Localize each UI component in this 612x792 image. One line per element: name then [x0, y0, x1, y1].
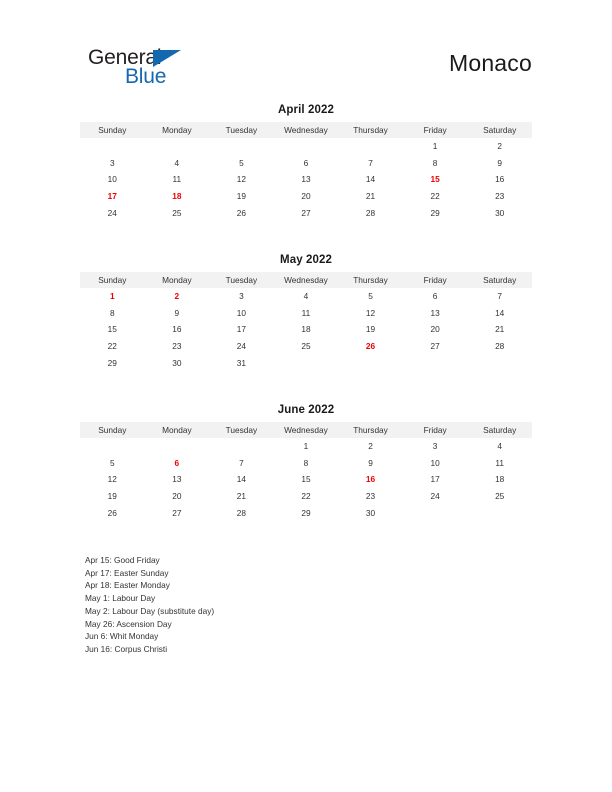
calendar-day[interactable]: 7 [368, 157, 373, 168]
weekday-header-monday: Monday [145, 422, 210, 438]
calendar-day[interactable]: 3 [239, 291, 244, 302]
calendar-day[interactable]: 18 [495, 474, 505, 485]
calendar-day[interactable]: 21 [365, 191, 376, 202]
calendar-day-holiday[interactable]: 17 [107, 191, 117, 202]
weekday-header-row [80, 122, 532, 138]
calendar-day[interactable]: 14 [236, 474, 247, 485]
calendar-day-empty [145, 138, 210, 155]
month-days-body [80, 438, 532, 521]
calendar-day-empty [338, 354, 403, 371]
calendar-week-row [80, 471, 532, 488]
general-blue-logo [88, 46, 288, 94]
calendar-day[interactable]: 1 [303, 441, 309, 452]
weekday-header-sunday: Sunday [80, 272, 145, 288]
calendar-day[interactable]: 4 [497, 441, 502, 452]
calendar-day[interactable]: 30 [172, 357, 182, 368]
calendar-day-empty [403, 504, 468, 521]
calendar-day[interactable]: 5 [109, 457, 115, 468]
holiday-legend-item: May 2: Labour Day (substitute day) [85, 605, 215, 616]
calendar-day[interactable]: 2 [368, 441, 373, 452]
calendar-day[interactable]: 20 [172, 491, 182, 502]
calendar-day[interactable]: 30 [495, 207, 505, 218]
calendar-day[interactable]: 26 [236, 207, 247, 218]
calendar-day[interactable]: 11 [495, 457, 504, 468]
calendar-day[interactable]: 13 [172, 474, 182, 485]
calendar-day[interactable]: 22 [301, 491, 311, 502]
calendar-day[interactable]: 10 [236, 307, 247, 318]
calendar-day[interactable]: 11 [172, 174, 182, 185]
calendar-week-row [80, 155, 532, 172]
calendar-day[interactable]: 7 [239, 457, 244, 468]
weekday-header-sunday: Sunday [80, 422, 145, 438]
calendar-day[interactable]: 17 [236, 324, 247, 335]
calendar-day[interactable]: 21 [495, 324, 505, 335]
calendar-day-holiday[interactable]: 18 [172, 191, 182, 202]
month-days-body [80, 288, 532, 371]
calendar-week-row [80, 188, 532, 205]
calendar-day[interactable]: 3 [109, 157, 115, 168]
calendar-week-row [80, 488, 532, 505]
calendar-day[interactable]: 16 [172, 324, 182, 335]
calendar-day[interactable]: 25 [301, 341, 311, 352]
calendar-day[interactable]: 27 [301, 207, 311, 218]
holiday-legend-item: May 1: Labour Day [85, 593, 156, 604]
weekday-header-row [80, 422, 532, 438]
calendar-day[interactable]: 29 [430, 207, 440, 218]
calendar-week-row [80, 354, 532, 371]
calendar-day[interactable]: 22 [107, 341, 117, 352]
calendar-week-row [80, 504, 532, 521]
calendar-day[interactable]: 1 [432, 141, 438, 152]
weekday-header-friday: Friday [403, 272, 468, 288]
calendar-day-holiday[interactable]: 16 [365, 474, 376, 485]
calendar-day[interactable]: 27 [430, 341, 440, 352]
month-title: April 2022 [278, 104, 334, 116]
holiday-legend-item: Jun 6: Whit Monday [85, 631, 159, 642]
calendar-week-row [80, 321, 532, 338]
month-block-june [80, 404, 532, 521]
calendar-day[interactable]: 27 [172, 507, 182, 518]
logo-text-blue: Blue [125, 65, 167, 88]
calendar-day[interactable]: 25 [495, 491, 505, 502]
calendar-day-holiday[interactable]: 26 [365, 341, 376, 352]
calendar-day[interactable]: 11 [301, 307, 311, 318]
calendar-day[interactable]: 8 [109, 307, 115, 318]
calendar-day[interactable]: 20 [301, 191, 311, 202]
calendar-day[interactable]: 12 [365, 307, 376, 318]
month-title: May 2022 [280, 254, 332, 266]
weekday-header-tuesday: Tuesday [209, 122, 274, 138]
calendar-day[interactable]: 13 [430, 307, 440, 318]
calendar-week-row [80, 455, 532, 472]
month-calendar-table [80, 122, 532, 221]
page-title: Monaco [448, 50, 532, 76]
calendar-week-row [80, 438, 532, 455]
calendar-week-row [80, 204, 532, 221]
calendar-day[interactable]: 4 [303, 291, 309, 302]
calendar-day[interactable]: 28 [365, 207, 376, 218]
calendar-day[interactable]: 18 [301, 324, 311, 335]
weekday-header-wednesday: Wednesday [274, 422, 339, 438]
calendar-day[interactable]: 10 [430, 457, 440, 468]
weekday-header-wednesday: Wednesday [274, 122, 339, 138]
calendar-day[interactable]: 8 [303, 457, 309, 468]
calendar-day-empty [145, 438, 210, 455]
holiday-legend-item: Apr 17: Easter Sunday [85, 567, 169, 578]
calendar-day[interactable]: 31 [236, 357, 247, 368]
weekday-header-monday: Monday [145, 272, 210, 288]
calendar-day[interactable]: 23 [365, 491, 376, 502]
calendar-day-empty [403, 354, 468, 371]
logo-text-general: General [88, 46, 162, 69]
calendar-day[interactable]: 6 [432, 291, 438, 302]
weekday-header-monday: Monday [145, 122, 210, 138]
holiday-legend-item: Jun 16: Corpus Christi [85, 643, 168, 654]
holiday-legend-item: Apr 15: Good Friday [85, 555, 160, 565]
month-days-body [80, 138, 532, 221]
calendar-day[interactable]: 5 [239, 157, 244, 168]
holiday-legend-item: Apr 18: Easter Monday [85, 580, 170, 591]
calendar-day[interactable]: 21 [236, 491, 247, 502]
calendar-day[interactable]: 23 [172, 341, 182, 352]
calendar-day[interactable]: 30 [365, 507, 376, 518]
calendar-day[interactable]: 13 [301, 174, 311, 185]
calendar-day[interactable]: 19 [365, 324, 376, 335]
calendar-day-empty [209, 438, 274, 455]
calendar-day[interactable]: 12 [236, 174, 247, 185]
weekday-header-sunday: Sunday [80, 122, 145, 138]
calendar-day[interactable]: 4 [174, 157, 180, 168]
holiday-legend-list [85, 554, 485, 656]
calendar-day[interactable]: 29 [107, 357, 117, 368]
weekday-header-wednesday: Wednesday [274, 272, 339, 288]
calendar-week-row [80, 338, 532, 355]
calendar-week-row [80, 305, 532, 322]
calendar-day[interactable]: 26 [107, 507, 117, 518]
calendar-day-holiday[interactable]: 15 [430, 174, 440, 185]
month-calendar-table [80, 272, 532, 371]
calendar-day[interactable]: 25 [172, 207, 182, 218]
weekday-header-tuesday: Tuesday [209, 422, 274, 438]
calendar-week-row [80, 138, 532, 155]
calendar-day-holiday[interactable]: 2 [174, 291, 180, 302]
calendar-day[interactable]: 24 [107, 207, 117, 218]
weekday-header-saturday: Saturday [467, 122, 532, 138]
calendar-day[interactable]: 12 [107, 474, 117, 485]
calendar-day-holiday[interactable]: 6 [174, 457, 180, 468]
weekday-header-saturday: Saturday [467, 422, 532, 438]
weekday-header-thursday: Thursday [338, 272, 403, 288]
weekday-header-friday: Friday [403, 122, 468, 138]
calendar-day[interactable]: 24 [430, 491, 440, 502]
weekday-header-thursday: Thursday [338, 422, 403, 438]
calendar-day[interactable]: 22 [430, 191, 440, 202]
calendar-day[interactable]: 6 [303, 157, 309, 168]
calendar-day[interactable]: 9 [497, 157, 502, 168]
month-title: June 2022 [277, 404, 335, 416]
calendar-day[interactable]: 17 [430, 474, 440, 485]
calendar-day[interactable]: 28 [495, 341, 505, 352]
calendar-day[interactable]: 29 [301, 507, 311, 518]
calendar-day[interactable]: 14 [495, 307, 505, 318]
calendar-day[interactable]: 8 [432, 157, 438, 168]
weekday-header-row [80, 272, 532, 288]
month-block-april [80, 104, 532, 221]
page-header [0, 40, 612, 100]
calendar-day-empty [467, 354, 532, 371]
calendar-week-row [80, 288, 532, 305]
calendar-day[interactable]: 9 [174, 307, 180, 318]
calendar-day-empty [80, 138, 145, 155]
calendar-day[interactable]: 14 [365, 174, 376, 185]
calendar-day-empty [209, 138, 274, 155]
calendar-day[interactable]: 19 [107, 491, 117, 502]
weekday-header-friday: Friday [403, 422, 468, 438]
calendar-day[interactable]: 7 [497, 291, 502, 302]
calendar-day[interactable]: 15 [107, 324, 117, 335]
month-calendar-table [80, 422, 532, 521]
calendar-day[interactable]: 10 [107, 174, 117, 185]
calendar-day-empty [467, 504, 532, 521]
calendar-day[interactable]: 24 [236, 341, 247, 352]
calendar-day-empty [274, 138, 339, 155]
holiday-legend-item: May 26: Ascension Day [85, 618, 172, 629]
calendar-day[interactable]: 16 [495, 174, 505, 185]
calendar-day[interactable]: 5 [368, 291, 373, 302]
calendar-day-empty [80, 438, 145, 455]
calendar-day[interactable]: 19 [236, 191, 247, 202]
calendar-day-empty [274, 354, 339, 371]
calendar-day[interactable]: 20 [430, 324, 440, 335]
weekday-header-thursday: Thursday [338, 122, 403, 138]
calendar-day[interactable]: 9 [368, 457, 373, 468]
month-block-may [80, 254, 532, 371]
weekday-header-tuesday: Tuesday [209, 272, 274, 288]
calendar-day[interactable]: 28 [236, 507, 247, 518]
calendar-day-holiday[interactable]: 1 [109, 291, 115, 302]
calendar-day[interactable]: 3 [432, 441, 438, 452]
calendar-week-row [80, 171, 532, 188]
calendar-day-empty [338, 138, 403, 155]
calendar-day[interactable]: 15 [301, 474, 311, 485]
weekday-header-saturday: Saturday [467, 272, 532, 288]
calendar-day[interactable]: 2 [497, 141, 502, 152]
calendar-day[interactable]: 23 [495, 191, 505, 202]
